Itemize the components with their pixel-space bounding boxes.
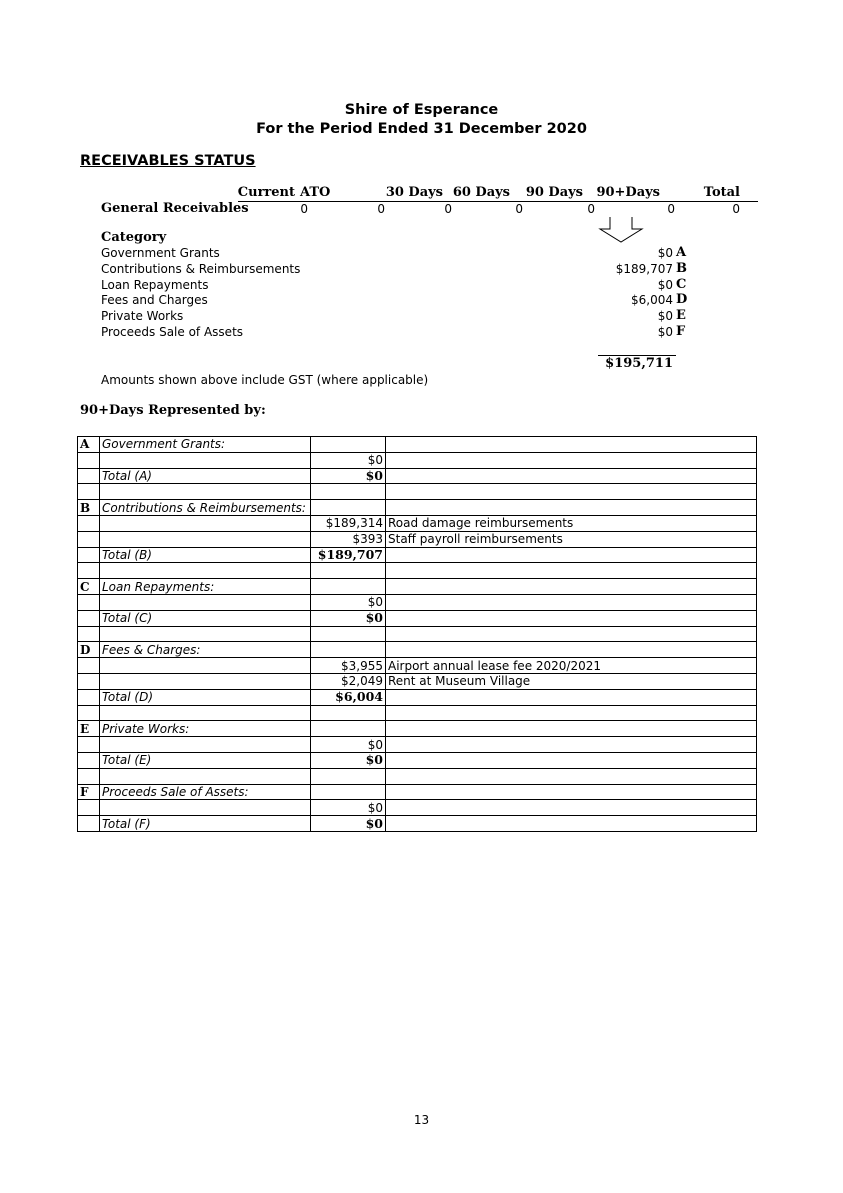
line-note: Airport annual lease fee 2020/2021 (386, 658, 757, 674)
table-row (78, 784, 757, 800)
spacer-row (78, 484, 757, 500)
total-label: Total (C) (100, 610, 311, 626)
col-60-days: 60 Days (452, 185, 510, 200)
total-amount: $0 (311, 752, 386, 768)
line-amount: $0 (311, 800, 386, 816)
section-heading: RECEIVABLES STATUS (80, 153, 256, 169)
total-label: Total (A) (100, 468, 311, 484)
category-amount: $0 (657, 278, 673, 292)
category-heading: Category (101, 230, 167, 245)
category-amount: $6,004 (631, 293, 673, 307)
table-row (78, 737, 757, 753)
line-amount: $393 (311, 531, 386, 547)
table-row (78, 579, 757, 595)
category-amount: $0 (657, 325, 673, 339)
line-amount: $3,955 (311, 658, 386, 674)
value-30-days: 0 (444, 202, 452, 216)
table-row (78, 673, 757, 689)
represented-heading: 90+Days Represented by: (80, 403, 266, 418)
category-code: D (676, 292, 688, 307)
org-title: Shire of Esperance (344, 102, 499, 118)
line-amount: $0 (311, 452, 386, 468)
group-title: Government Grants: (100, 437, 311, 453)
value-ato: 0 (377, 202, 385, 216)
spacer-row (78, 563, 757, 579)
category-total: $195,711 (605, 356, 673, 371)
col-ato: ATO (300, 185, 331, 200)
group-title: Contributions & Reimbursements: (100, 500, 311, 516)
table-row (78, 468, 757, 484)
line-note: Staff payroll reimbursements (386, 531, 757, 547)
value-total: 0 (732, 202, 740, 216)
col-current: Current (237, 185, 295, 200)
group-title: Loan Repayments: (100, 579, 311, 595)
table-row (78, 500, 757, 516)
total-amount: $0 (311, 816, 386, 832)
table-row (78, 689, 757, 705)
col-30-days: 30 Days (385, 185, 443, 200)
total-amount: $0 (311, 468, 386, 484)
general-receivables-label: General Receivables (101, 201, 249, 216)
spacer-row (78, 626, 757, 642)
spacer-row (78, 768, 757, 784)
category-label: Proceeds Sale of Assets (101, 325, 244, 339)
down-arrow-icon (598, 216, 644, 244)
table-row (78, 658, 757, 674)
total-label: Total (B) (100, 547, 311, 563)
total-label: Total (F) (100, 816, 311, 832)
category-label: Contributions & Reimbursements (101, 262, 301, 276)
table-row (78, 800, 757, 816)
gst-note: Amounts shown above include GST (where applicable) (101, 373, 429, 387)
table-row (78, 452, 757, 468)
group-letter: D (78, 642, 100, 658)
period-title: For the Period Ended 31 December 2020 (256, 121, 587, 137)
group-letter: B (78, 500, 100, 516)
group-title: Fees & Charges: (100, 642, 311, 658)
table-row (78, 610, 757, 626)
category-label: Private Works (101, 309, 184, 323)
col-90plus-days: 90+Days (596, 185, 660, 200)
table-row (78, 642, 757, 658)
col-total: Total (703, 185, 740, 200)
total-amount: $6,004 (311, 689, 386, 705)
category-code: A (676, 245, 687, 260)
category-amount: $0 (657, 309, 673, 323)
line-note: Road damage reimbursements (386, 515, 757, 531)
category-label: Fees and Charges (101, 293, 208, 307)
represented-table (77, 436, 757, 832)
table-row (78, 515, 757, 531)
group-title: Proceeds Sale of Assets: (100, 784, 311, 800)
line-note (386, 594, 757, 610)
total-amount: $0 (311, 610, 386, 626)
line-note (386, 800, 757, 816)
category-code: B (676, 261, 687, 276)
value-90-days: 0 (587, 202, 595, 216)
line-amount: $0 (311, 594, 386, 610)
table-row (78, 752, 757, 768)
group-letter: C (78, 579, 100, 595)
category-amount: $0 (657, 246, 673, 260)
table-row (78, 594, 757, 610)
spacer-row (78, 705, 757, 721)
value-current: 0 (300, 202, 308, 216)
total-amount: $189,707 (311, 547, 386, 563)
table-row (78, 816, 757, 832)
total-label: Total (E) (100, 752, 311, 768)
category-code: E (676, 308, 686, 323)
group-title: Private Works: (100, 721, 311, 737)
value-60-days: 0 (515, 202, 523, 216)
group-letter: F (78, 784, 100, 800)
value-90plus-days: 0 (667, 202, 675, 216)
line-amount: $2,049 (311, 673, 386, 689)
category-code: F (676, 324, 686, 339)
line-note (386, 737, 757, 753)
category-label: Government Grants (101, 246, 220, 260)
table-row (78, 721, 757, 737)
line-note: Rent at Museum Village (386, 673, 757, 689)
page-number: 13 (413, 1113, 430, 1127)
col-90-days: 90 Days (525, 185, 583, 200)
table-row (78, 437, 757, 453)
table-row (78, 531, 757, 547)
group-letter: E (78, 721, 100, 737)
category-label: Loan Repayments (101, 278, 209, 292)
category-amount: $189,707 (615, 262, 673, 276)
line-amount: $189,314 (311, 515, 386, 531)
group-letter: A (78, 437, 100, 453)
total-label: Total (D) (100, 689, 311, 705)
line-note (386, 452, 757, 468)
category-code: C (676, 277, 687, 292)
table-row (78, 547, 757, 563)
line-amount: $0 (311, 737, 386, 753)
